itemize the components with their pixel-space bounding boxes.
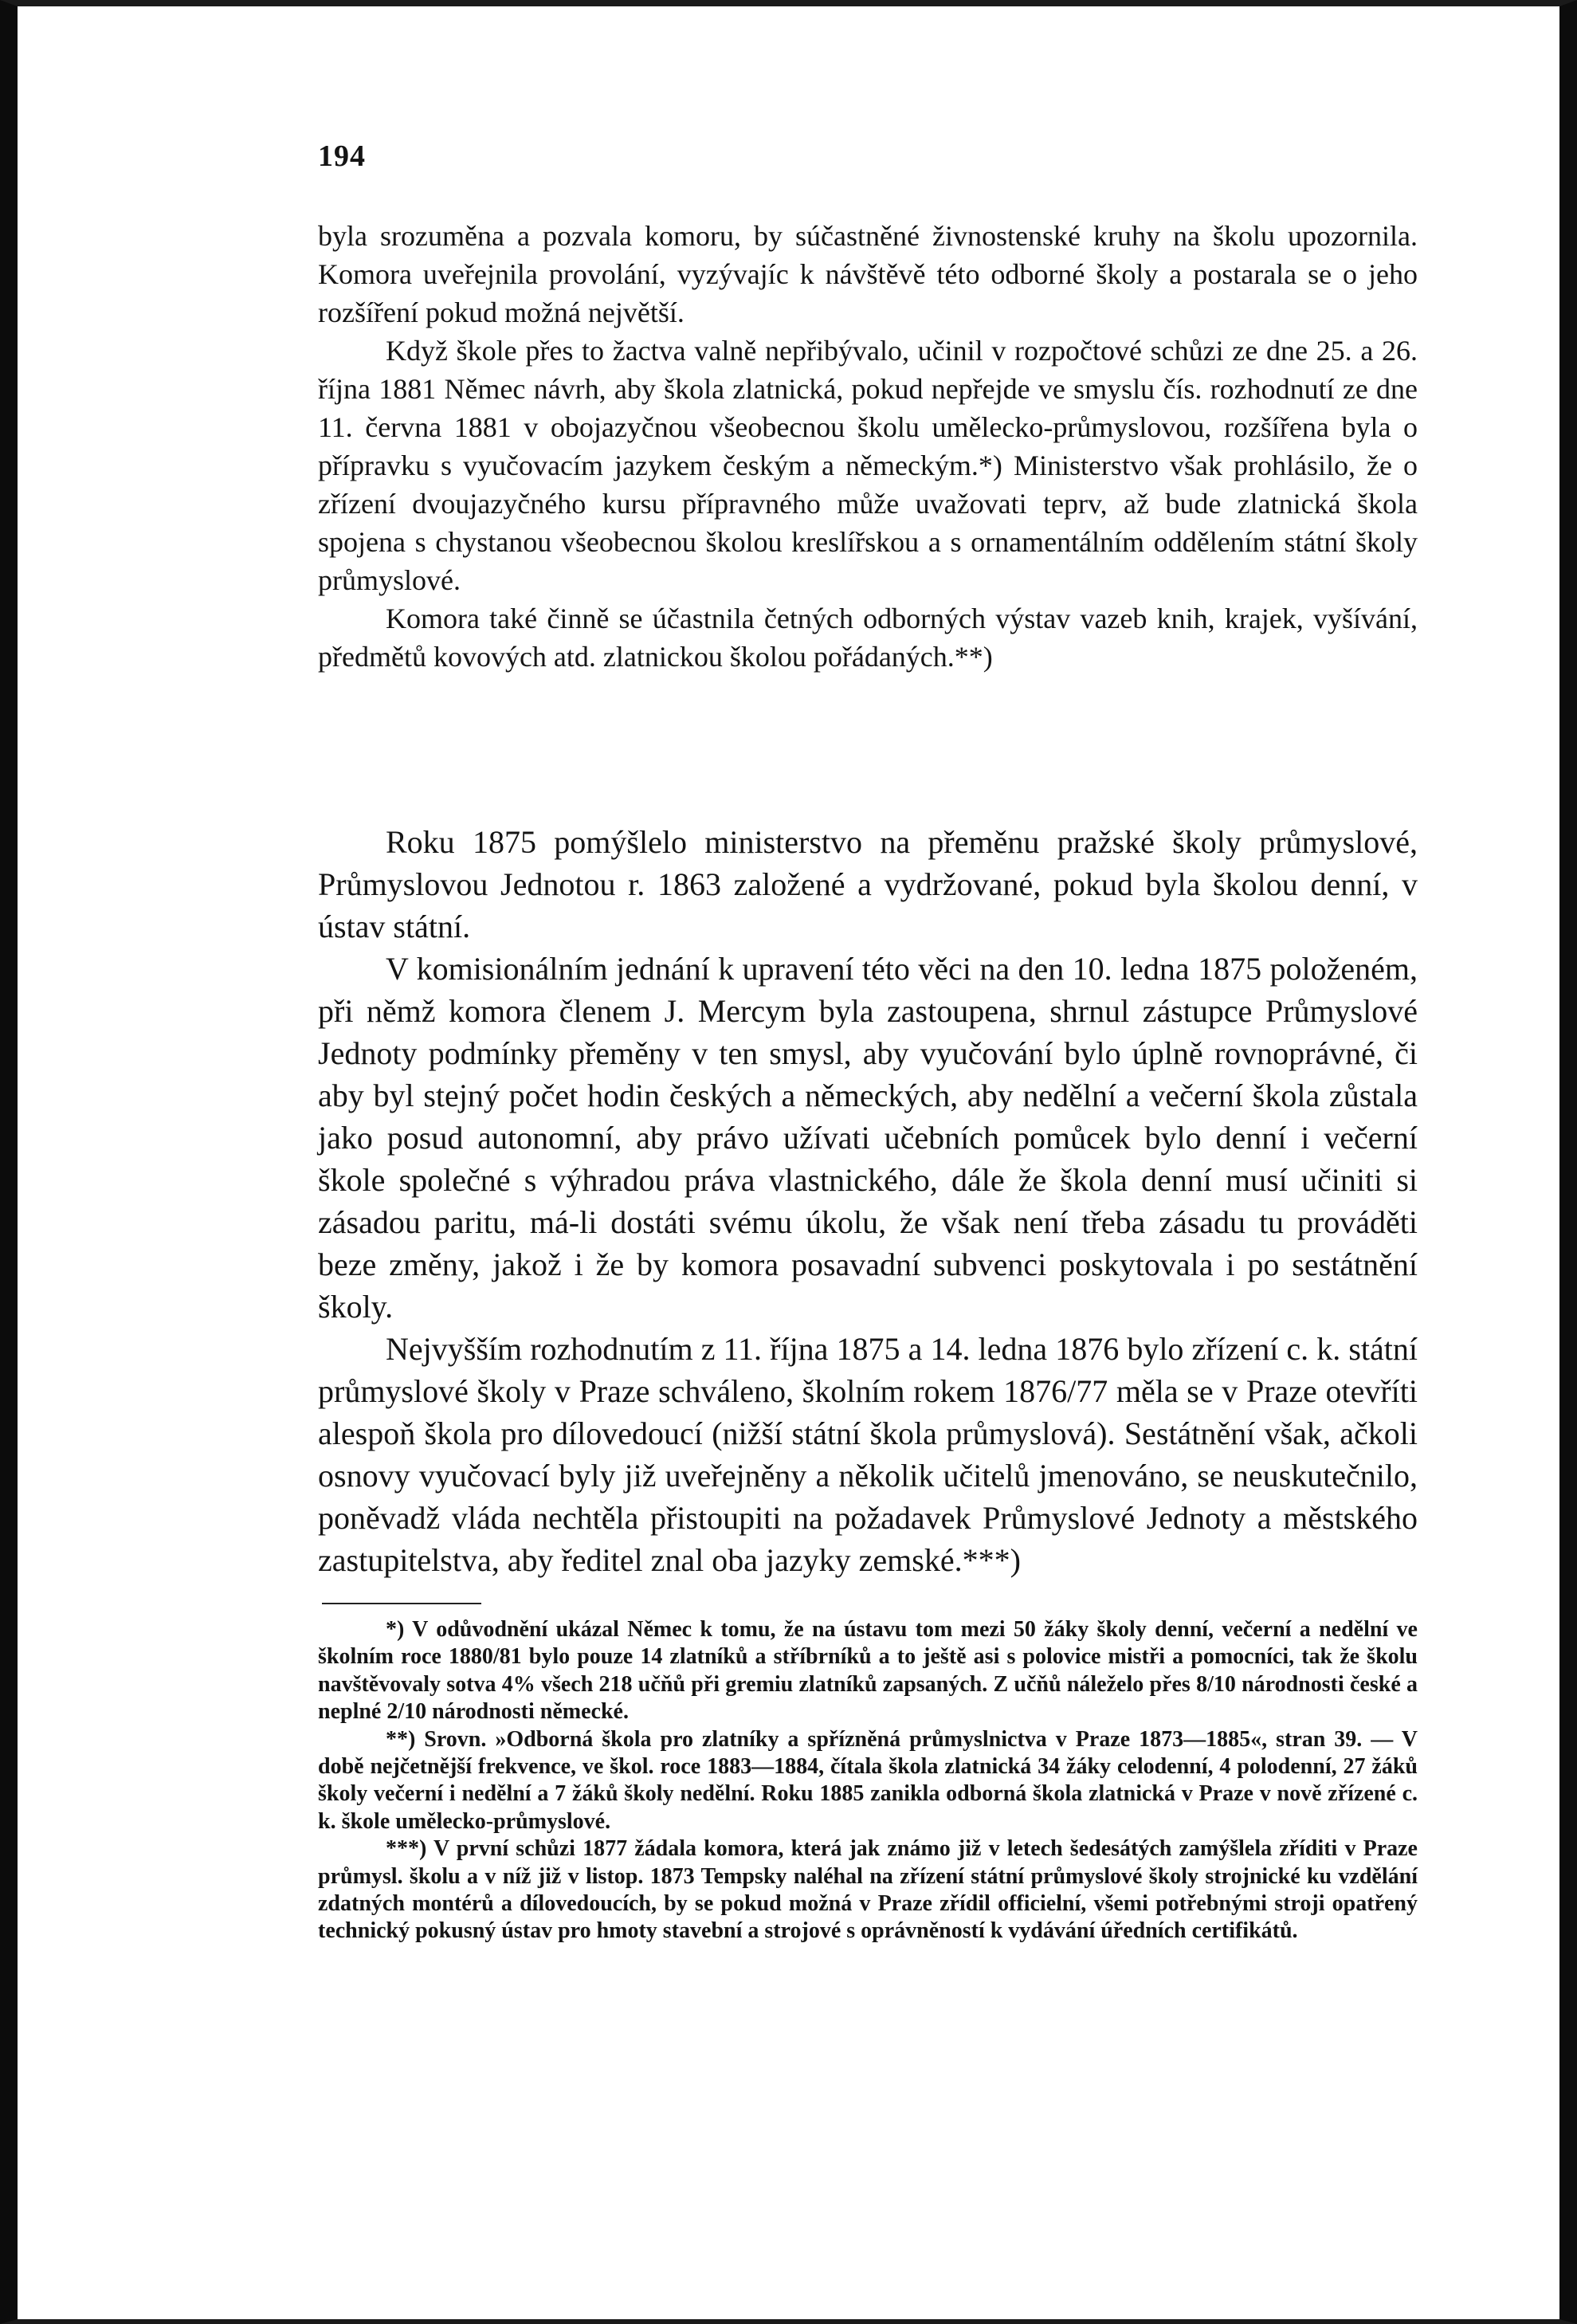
- paragraph: Roku 1875 pomýšlelo ministerstvo na přeměnu pražské školy průmyslové, Průmyslovou Jednotou r. 1863 založené a vydržované, pokud byla školou denní, v ústav státní.: [318, 824, 1418, 944]
- paragraph: Komora také činně se účastnila četných odborných výstav vazeb knih, krajek, vyšívání, předmětů kovových atd. zlatnickou školou pořádaných.**): [318, 603, 1418, 673]
- paragraph: V komisionálním jednání k upravení této věci na den 10. ledna 1875 položeném, při němž komora členem J. Mercym byla zastoupena, shrnul zástupce Průmyslové Jednoty podmínky přeměny v ten smysl, aby vyučování bylo úplně rovnoprávné, či aby byl stejný počet hodin českých a německých, aby nedělní a večerní škola zůstala jako posud autonomní, aby právo užívati učebních pomůcek bylo denní i večerní škole společné s výhradou práva vlastnického, dále že škola denní musí učiniti si zásadou paritu, má-li dostáti svému úkolu, že však není třeba zásadu tu prováděti beze změny, jakož i že by komora posavadní subvenci poskytovala i po sestátnění školy.: [318, 951, 1418, 1325]
- footnote: *) V odůvodnění ukázal Němec k tomu, že na ústavu tom mezi 50 žáky školy denní, večerní a nedělní ve školním roce 1880/81 bylo pouze 14 zlatníků a stříbrníků a to ještě asi s polovice mistři a pomocníci, tak že školu navštěvovaly sotva 4% všech 218 učňů při gremiu zlatníků zapsaných. Z učňů náleželo přes 8/10 národnosti české a neplné 2/10 národnosti německé.: [318, 1617, 1418, 1725]
- footnote: **) Srovn. »Odborná škola pro zlatníky a spřízněná průmyslnictva v Praze 1873—1885«, stran 39. — V době nejčetnější frekvence, ve škol. roce 1883—1884, čítala škola zlatnická 34 žáky celodenní, 4 polodenní, 27 žáků školy večerní i nedělní a 7 žáků školy nedělní. Roku 1885 zanikla odborná škola zlatnická v Praze v nově zřízené c. k. škole umělecko-průmyslové.: [318, 1726, 1418, 1834]
- footnote: ***) V první schůzi 1877 žádala komora, která jak známo již v letech šedesátých zamýšlela zříditi v Praze průmysl. školu a v níž již v listop. 1873 Tempsky naléhal na zřízení státní průmyslové školy strojnické ku vzdělání zdatných montérů a dílovedoucích, by se pokud možná v Praze zřídil officielní, všemi potřebnými stroji opatřený technický pokusný ústav pro hmoty stavební a strojové s oprávněností k vydávání úředních certifikátů.: [318, 1836, 1418, 1944]
- footnote-divider: [322, 1603, 481, 1604]
- body-text-large: [318, 821, 1418, 1581]
- paragraph: Nejvyšším rozhodnutím z 11. října 1875 a 14. ledna 1876 bylo zřízení c. k. státní průmyslové školy v Praze schváleno, školním rokem 1876/77 měla se v Praze otevříti alespoň škola pro dílovedoucí (nižší státní škola průmyslová). Sestátnění však, ačkoli osnovy vyučovací byly již uveřejněny a několik učitelů jmenováno, se neuskutečnilo, poněvadž vláda nechtěla přistoupiti na požadavek Průmyslové Jednoty a městského zastupitelstva, aby ředitel znal oba jazyky zemské.***): [318, 1331, 1418, 1578]
- paragraph: Když škole přes to žactva valně nepřibývalo, učinil v rozpočtové schůzi ze dne 25. a 26. října 1881 Němec návrh, aby škola zlatnická, pokud nepřejde ve smyslu čís. rozhodnutí ze dne 11. června 1881 v obojazyčnou všeobecnou školu umělecko-průmyslovou, rozšířena byla o přípravku s vyučovacím jazykem českým a německým.*) Ministerstvo však prohlásilo, že o zřízení dvoujazyčného kursu přípravného může uvažovati teprv, až bude zlatnická škola spojena s chystanou všeobecnou školou kreslířskou a s ornamentálním oddělením státní školy průmyslové.: [318, 335, 1418, 596]
- body-text-small: [318, 217, 1418, 676]
- paragraph: byla srozuměna a pozvala komoru, by súčastněné živnostenské kruhy na školu upozornila. Komora uveřejnila provolání, vyzývajíc k návštěvě této odborné školy a postarala se o jeho rozšíření pokud možná největší.: [318, 220, 1418, 328]
- page-number: 194: [318, 139, 366, 173]
- footnotes: [318, 1616, 1418, 1945]
